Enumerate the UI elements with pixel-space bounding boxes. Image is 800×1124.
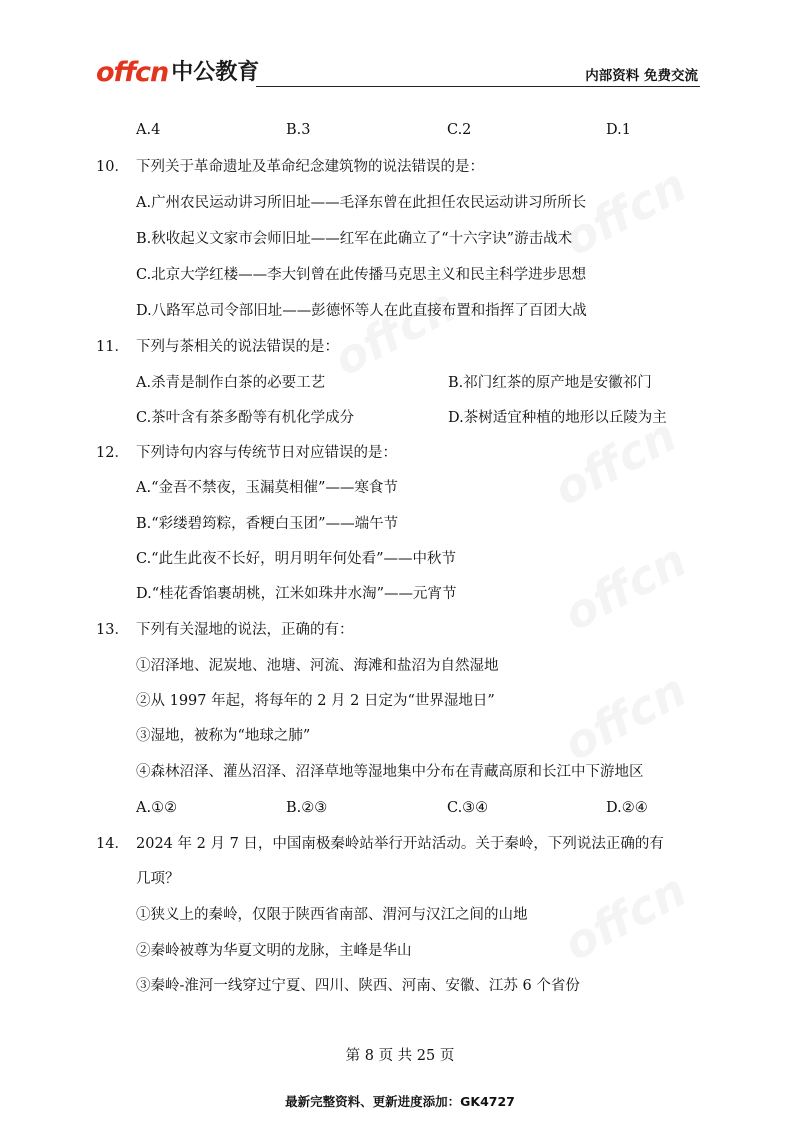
- option-a: A.①②: [136, 800, 178, 816]
- option-d: D.八路军总司令部旧址——彭德怀等人在此直接布置和指挥了百团大战: [136, 303, 587, 319]
- option-b: B.秋收起义文家市会师旧址——红军在此确立了“十六字诀”游击战术: [136, 231, 573, 247]
- question-number: 14．: [96, 836, 129, 852]
- logo-wordmark: offcn: [96, 57, 169, 88]
- option-d: D.茶树适宜种植的地形以丘陵为主: [448, 410, 667, 426]
- statement-1: ①狭义上的秦岭，仅限于陕西省南部、渭河与汉江之间的山地: [136, 907, 528, 923]
- question-number: 11．: [96, 339, 129, 355]
- question-text: 下列诗句内容与传统节日对应错误的是：: [136, 445, 397, 461]
- option-d: D.1: [606, 122, 631, 138]
- option-c: C.北京大学红楼——李大钊曾在此传播马克思主义和民主科学进步思想: [136, 267, 587, 283]
- watermark: [325, 278, 465, 387]
- option-c: C.2: [447, 122, 472, 138]
- option-b: B.祁门红茶的原产地是安徽祁门: [448, 375, 652, 391]
- question-text: 2024 年 2 月 7 日，中国南极秦岭站举行开站活动。关于秦岭，下列说法正确的有: [136, 836, 664, 852]
- option-a: A.4: [136, 122, 161, 138]
- header-tagline: 内部资料 免费交流: [585, 68, 698, 84]
- header-divider: [256, 86, 700, 87]
- question-text: 下列与茶相关的说法错误的是：: [136, 339, 339, 355]
- option-b: B.“彩缕碧筠粽，香粳白玉团”——端午节: [136, 516, 399, 532]
- statement-4: ④森林沼泽、灌丛沼泽、沼泽草地等湿地集中分布在青藏高原和长江中下游地区: [136, 764, 644, 780]
- watermark: [555, 863, 695, 972]
- option-d: D.“桂花香馅裹胡桃，江米如珠井水淘”——元宵节: [136, 586, 457, 602]
- question-text-continued: 几项？: [136, 871, 180, 887]
- option-c: C.茶叶含有茶多酚等有机化学成分: [136, 410, 355, 426]
- question-text: 下列有关湿地的说法，正确的有：: [136, 622, 354, 638]
- statement-2: ②秦岭被尊为华夏文明的龙脉，主峰是华山: [136, 943, 412, 959]
- page-header: [96, 58, 700, 88]
- option-d: D.②④: [606, 800, 648, 816]
- page-number: 第 8 页 共 25 页: [345, 1048, 455, 1064]
- question-number: 10．: [96, 159, 129, 175]
- offcn-logo: [96, 58, 259, 88]
- watermark: [555, 663, 695, 772]
- option-b: B.②③: [286, 800, 328, 816]
- question-number: 13．: [96, 622, 129, 638]
- watermark: [555, 533, 695, 642]
- option-c: C.“此生此夜不长好，明月明年何处看”——中秋节: [136, 551, 457, 567]
- statement-2: ②从 1997 年起，将每年的 2 月 2 日定为“世界湿地日”: [136, 693, 495, 709]
- option-a: A.杀青是制作白茶的必要工艺: [136, 375, 326, 391]
- option-b: B.3: [286, 122, 311, 138]
- option-a: A.广州农民运动讲习所旧址——毛泽东曾在此担任农民运动讲习所所长: [136, 195, 587, 211]
- option-a: A.“金吾不禁夜，玉漏莫相催”——寒食节: [136, 480, 398, 496]
- option-c: C.③④: [447, 800, 489, 816]
- logo-chinese-name: 中公教育: [171, 60, 260, 85]
- statement-3: ③秦岭-淮河一线穿过宁夏、四川、陕西、河南、安徽、江苏 6 个省份: [136, 978, 580, 994]
- footer-note: 最新完整资料、更新进度添加：GK4727: [285, 1094, 515, 1109]
- question-text: 下列关于革命遗址及革命纪念建筑物的说法错误的是：: [136, 159, 484, 175]
- statement-3: ③湿地，被称为“地球之肺”: [136, 728, 311, 744]
- statement-1: ①沼泽地、泥炭地、池塘、河流、海滩和盐沼为自然湿地: [136, 658, 499, 674]
- question-number: 12．: [96, 445, 129, 461]
